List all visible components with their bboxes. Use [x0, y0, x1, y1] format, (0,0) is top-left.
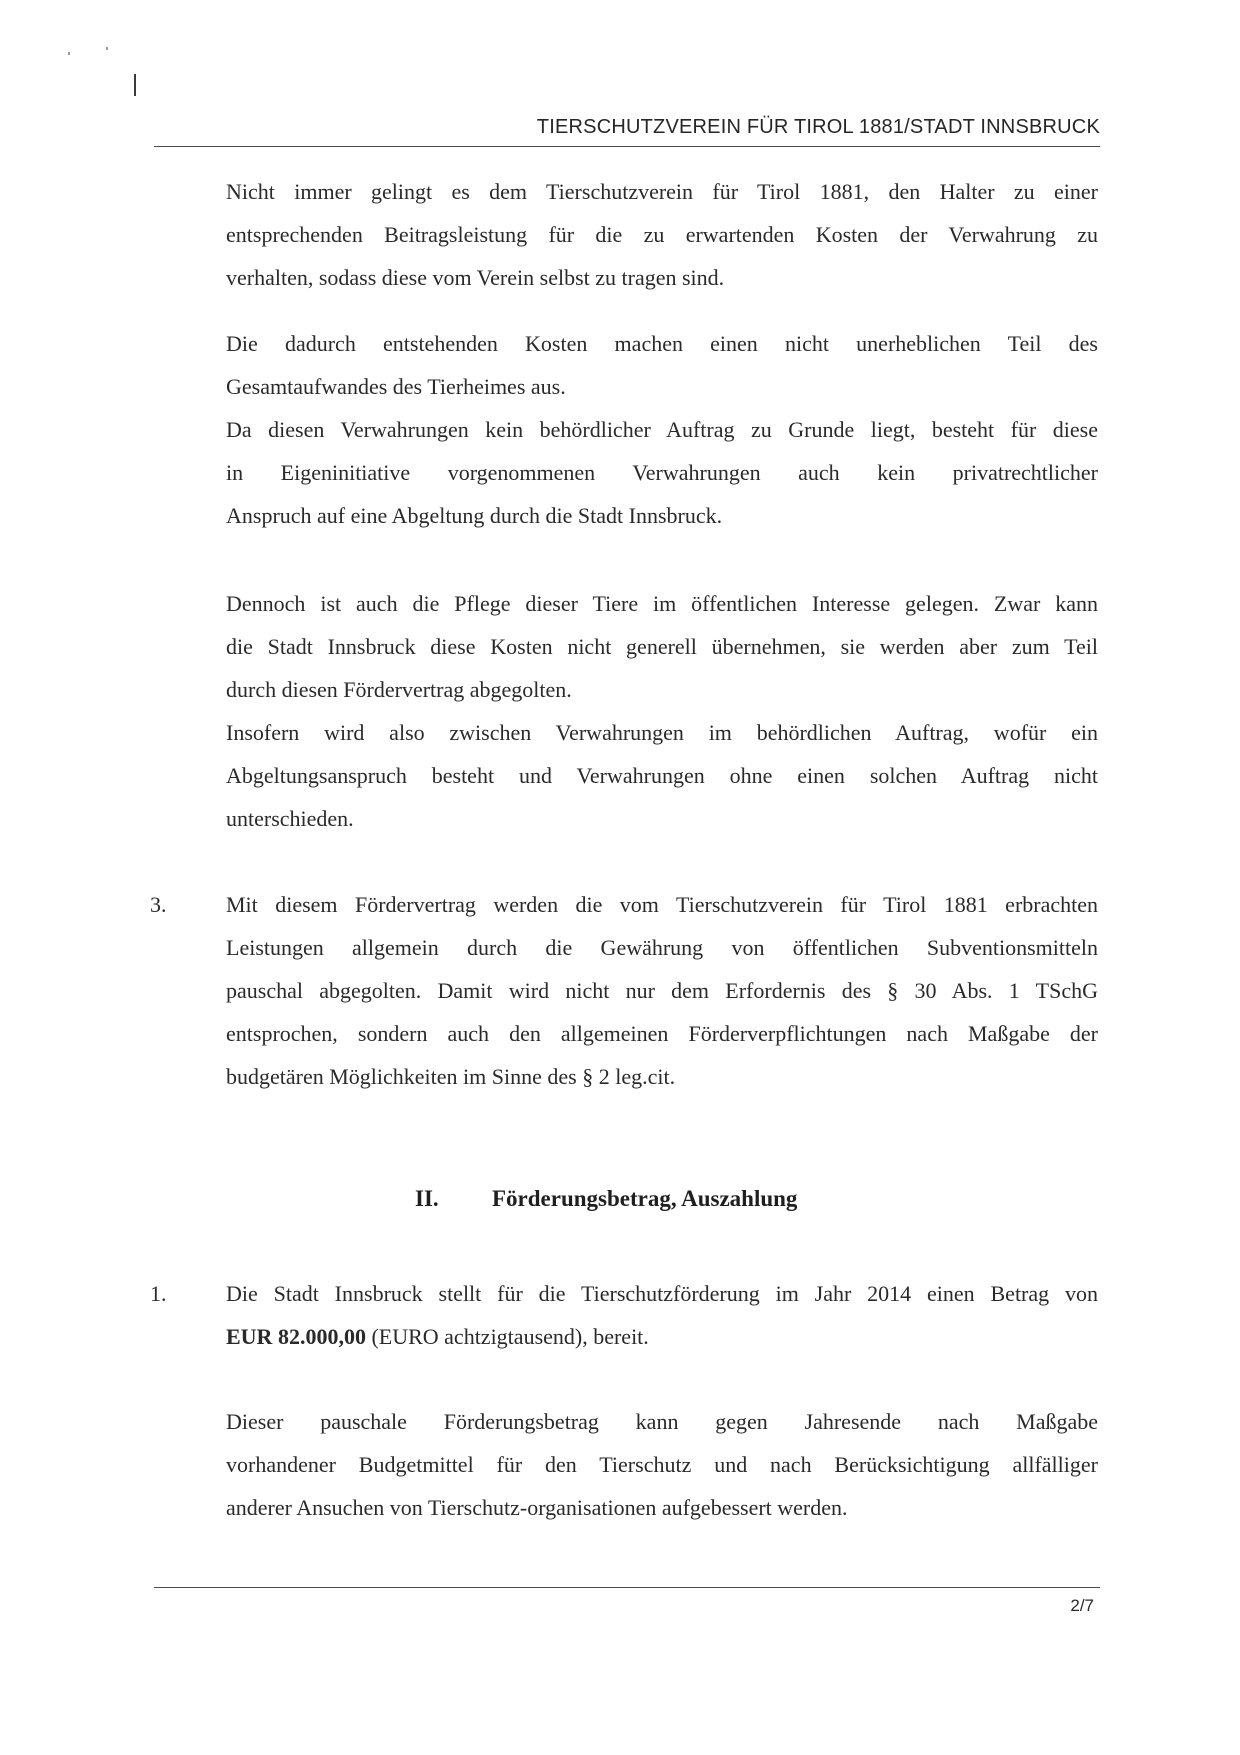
paragraph-6 [226, 883, 1098, 1098]
paragraph-2 [226, 322, 1098, 408]
paragraph-line: Mit diesem Fördervertrag werden die vom Tierschutzverein für Tirol 1881 erbrachten [226, 892, 1098, 917]
paragraph-line: anderer Ansuchen von Tierschutz-organisationen aufgebessert werden. [226, 1495, 848, 1520]
paragraph-5 [226, 711, 1098, 840]
paragraph-line: unterschieden. [226, 806, 354, 831]
paragraph-line: Nicht immer gelingt es dem Tierschutzverein für Tirol 1881, den Halter zu einer [226, 179, 1098, 204]
scan-artifact-dot [68, 52, 70, 55]
item-number: 3. [150, 892, 167, 917]
paragraph-line: Die dadurch entstehenden Kosten machen einen nicht unerheblichen Teil des [226, 331, 1098, 356]
page-number: 2/7 [1070, 1596, 1094, 1615]
scan-artifact-mark [134, 74, 136, 96]
paragraph-line: Gesamtaufwandes des Tierheimes aus. [226, 374, 566, 399]
header-rule [154, 146, 1100, 147]
paragraph-line: Abgeltungsanspruch besteht und Verwahrungen ohne einen solchen Auftrag nicht [226, 763, 1098, 788]
paragraph-line: Insofern wird also zwischen Verwahrungen im behördlichen Auftrag, wofür ein [226, 720, 1098, 745]
paragraph-line: die Stadt Innsbruck diese Kosten nicht generell übernehmen, sie werden aber zum Teil [226, 634, 1098, 659]
paragraph-line: Dennoch ist auch die Pflege dieser Tiere im öffentlichen Interesse gelegen. Zwar kann [226, 591, 1098, 616]
amount-text: (EURO achtzigtausend), bereit. [365, 1324, 649, 1349]
paragraph-line: Dieser pauschale Förderungsbetrag kann gegen Jahresende nach Maßgabe [226, 1409, 1098, 1434]
item-number: 1. [150, 1281, 167, 1306]
paragraph-3 [226, 408, 1098, 537]
paragraph-8 [226, 1400, 1098, 1529]
amount-value: EUR 82.000,00 [226, 1324, 366, 1349]
paragraph-line: entsprochen, sondern auch den allgemeinen Förderverpflichtungen nach Maßgabe der [226, 1021, 1098, 1046]
section-title: Förderungsbetrag, Auszahlung [492, 1186, 798, 1211]
amount-line [226, 1315, 1098, 1358]
paragraph-line: verhalten, sodass diese vom Verein selbst zu tragen sind. [226, 265, 725, 290]
paragraph-4 [226, 582, 1098, 711]
paragraph-7 [226, 1272, 1098, 1358]
paragraph-line: durch diesen Fördervertrag abgegolten. [226, 677, 572, 702]
paragraph-line: entsprechenden Beitragsleistung für die zu erwartenden Kosten der Verwahrung zu [226, 222, 1098, 247]
scan-artifact-dot [106, 47, 108, 50]
paragraph-line: Da diesen Verwahrungen kein behördlicher Auftrag zu Grunde liegt, besteht für diese [226, 417, 1098, 442]
footer-rule [154, 1587, 1100, 1588]
paragraph-line: pauschal abgegolten. Damit wird nicht nur dem Erfordernis des § 30 Abs. 1 TSchG [226, 978, 1098, 1003]
paragraph-1 [226, 170, 1098, 299]
paragraph-line: in Eigeninitiative vorgenommenen Verwahrungen auch kein privatrechtlicher [226, 460, 1098, 485]
paragraph-line: Die Stadt Innsbruck stellt für die Tierschutzförderung im Jahr 2014 einen Betrag von [226, 1281, 1098, 1306]
section-number: II. [415, 1186, 439, 1211]
paragraph-line: Leistungen allgemein durch die Gewährung von öffentlichen Subventionsmitteln [226, 935, 1098, 960]
header-title: TIERSCHUTZVEREIN FÜR TIROL 1881/STADT INNSBRUCK [536, 116, 1100, 138]
paragraph-line: budgetären Möglichkeiten im Sinne des § 2 leg.cit. [226, 1064, 676, 1089]
paragraph-line: vorhandener Budgetmittel für den Tierschutz und nach Berücksichtigung allfälliger [226, 1452, 1098, 1477]
paragraph-line: Anspruch auf eine Abgeltung durch die Stadt Innsbruck. [226, 503, 723, 528]
